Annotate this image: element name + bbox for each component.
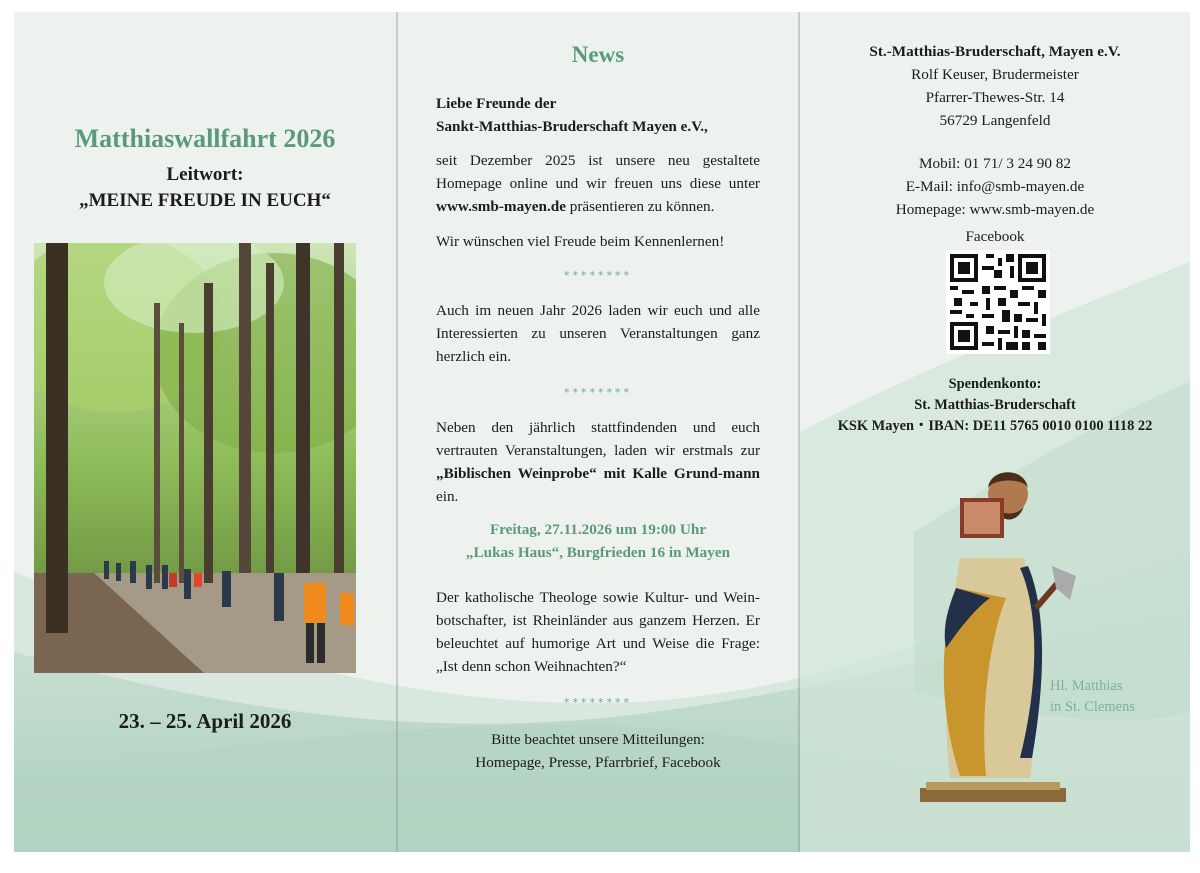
contact-person: Rolf Keuser, Brudermeister — [911, 66, 1079, 83]
street: Pfarrer-Thewes-Str. 14 — [925, 89, 1065, 106]
org-name: St.-Matthias-Bruderschaft, Mayen e.V. — [869, 43, 1121, 60]
motto — [14, 162, 396, 214]
donation-label: Spendenkonto: — [948, 376, 1042, 392]
notice — [398, 728, 798, 774]
address-block — [800, 40, 1190, 132]
paragraph-welcome: Wir wünschen viel Freude beim Kennenlernen! — [436, 233, 725, 250]
event-place: „Lukas Haus“, Burgfrieden 16 in Mayen — [465, 544, 731, 561]
homepage-link[interactable]: www.smb-mayen.de — [436, 198, 566, 215]
donation-bank-iban: KSK Mayen・IBAN: DE11 5765 0010 0100 1118 22 — [837, 418, 1153, 434]
paragraph-speaker: Der katholische Theologe sowie Kultur- und Wein-botschafter, ist Rheinländer aus ganzem Herzen. Er beleuchtet auf humorige Art und Weise die Frage: „Ist denn schon Weihnachten?“ — [436, 589, 760, 675]
donation-account — [800, 374, 1190, 437]
panel-pilgrimage — [14, 12, 396, 852]
motto-label: Leitwort: — [166, 164, 244, 185]
greeting-line-2: Sankt-Matthias-Bruderschaft Mayen e.V., — [436, 118, 708, 135]
mobile-number: Mobil: 01 71/ 3 24 90 82 — [919, 155, 1071, 172]
event-date: Freitag, 27.11.2026 um 19:00 Uhr — [489, 521, 707, 538]
greeting — [436, 92, 760, 138]
statue-caption-line-1: Hl. Matthias — [1050, 678, 1123, 694]
facebook-label: Facebook — [965, 228, 1025, 245]
notice-line-2: Homepage, Presse, Pfarrbrief, Facebook — [475, 754, 721, 771]
paragraph-homepage — [436, 149, 760, 218]
separator-stars-1: ******** — [564, 269, 632, 282]
statue-caption-line-2: in St. Clemens — [1050, 699, 1135, 715]
event-details — [398, 518, 798, 564]
city: 56729 Langenfeld — [939, 112, 1051, 129]
contact-block — [800, 152, 1190, 221]
brochure-sheet — [14, 12, 1190, 852]
homepage-address[interactable]: Homepage: www.smb-mayen.de — [895, 201, 1095, 218]
statue-caption — [1050, 676, 1160, 718]
facebook-qr-code[interactable] — [946, 250, 1050, 354]
notice-line-1: Bitte beachtet unsere Mitteilungen: — [491, 731, 705, 748]
news-heading: News — [571, 42, 625, 67]
saint-matthias-statue — [920, 458, 1080, 818]
pilgrimage-title: Matthiaswallfahrt 2026 — [74, 124, 336, 153]
paragraph-wine-tasting — [436, 416, 760, 508]
separator-stars-3: ******** — [564, 696, 632, 709]
paragraph-invitation: Auch im neuen Jahr 2026 laden wir euch und alle Interessierten zu unseren Veranstaltungen ganz herzlich ein. — [436, 302, 760, 365]
forest-pilgrims-photo — [34, 243, 356, 673]
wine-tasting-intro: Neben den jährlich stattfindenden und euch vertrauten Veranstaltungen, laden wir erstmals zur — [436, 419, 760, 459]
paragraph-homepage-text: seit Dezember 2025 ist unsere neu gestaltete Homepage online und wir freuen uns diese unter — [436, 152, 760, 192]
donation-holder: St. Matthias-Bruderschaft — [914, 397, 1076, 413]
panel-contact — [800, 12, 1190, 852]
paragraph-homepage-end: präsentieren zu können. — [569, 198, 715, 215]
panel-news — [398, 12, 798, 852]
separator-stars-2: ******** — [564, 386, 632, 399]
motto-text: „MEINE FREUDE IN EUCH“ — [79, 190, 331, 211]
email-address[interactable]: E-Mail: info@smb-mayen.de — [905, 178, 1085, 195]
pilgrimage-dates: 23. – 25. April 2026 — [118, 709, 292, 733]
wine-tasting-end: ein. — [436, 488, 459, 505]
greeting-line-1: Liebe Freunde der — [436, 95, 557, 112]
wine-tasting-title: „Biblischen Weinprobe“ mit Kalle Grund-mann — [436, 465, 760, 482]
